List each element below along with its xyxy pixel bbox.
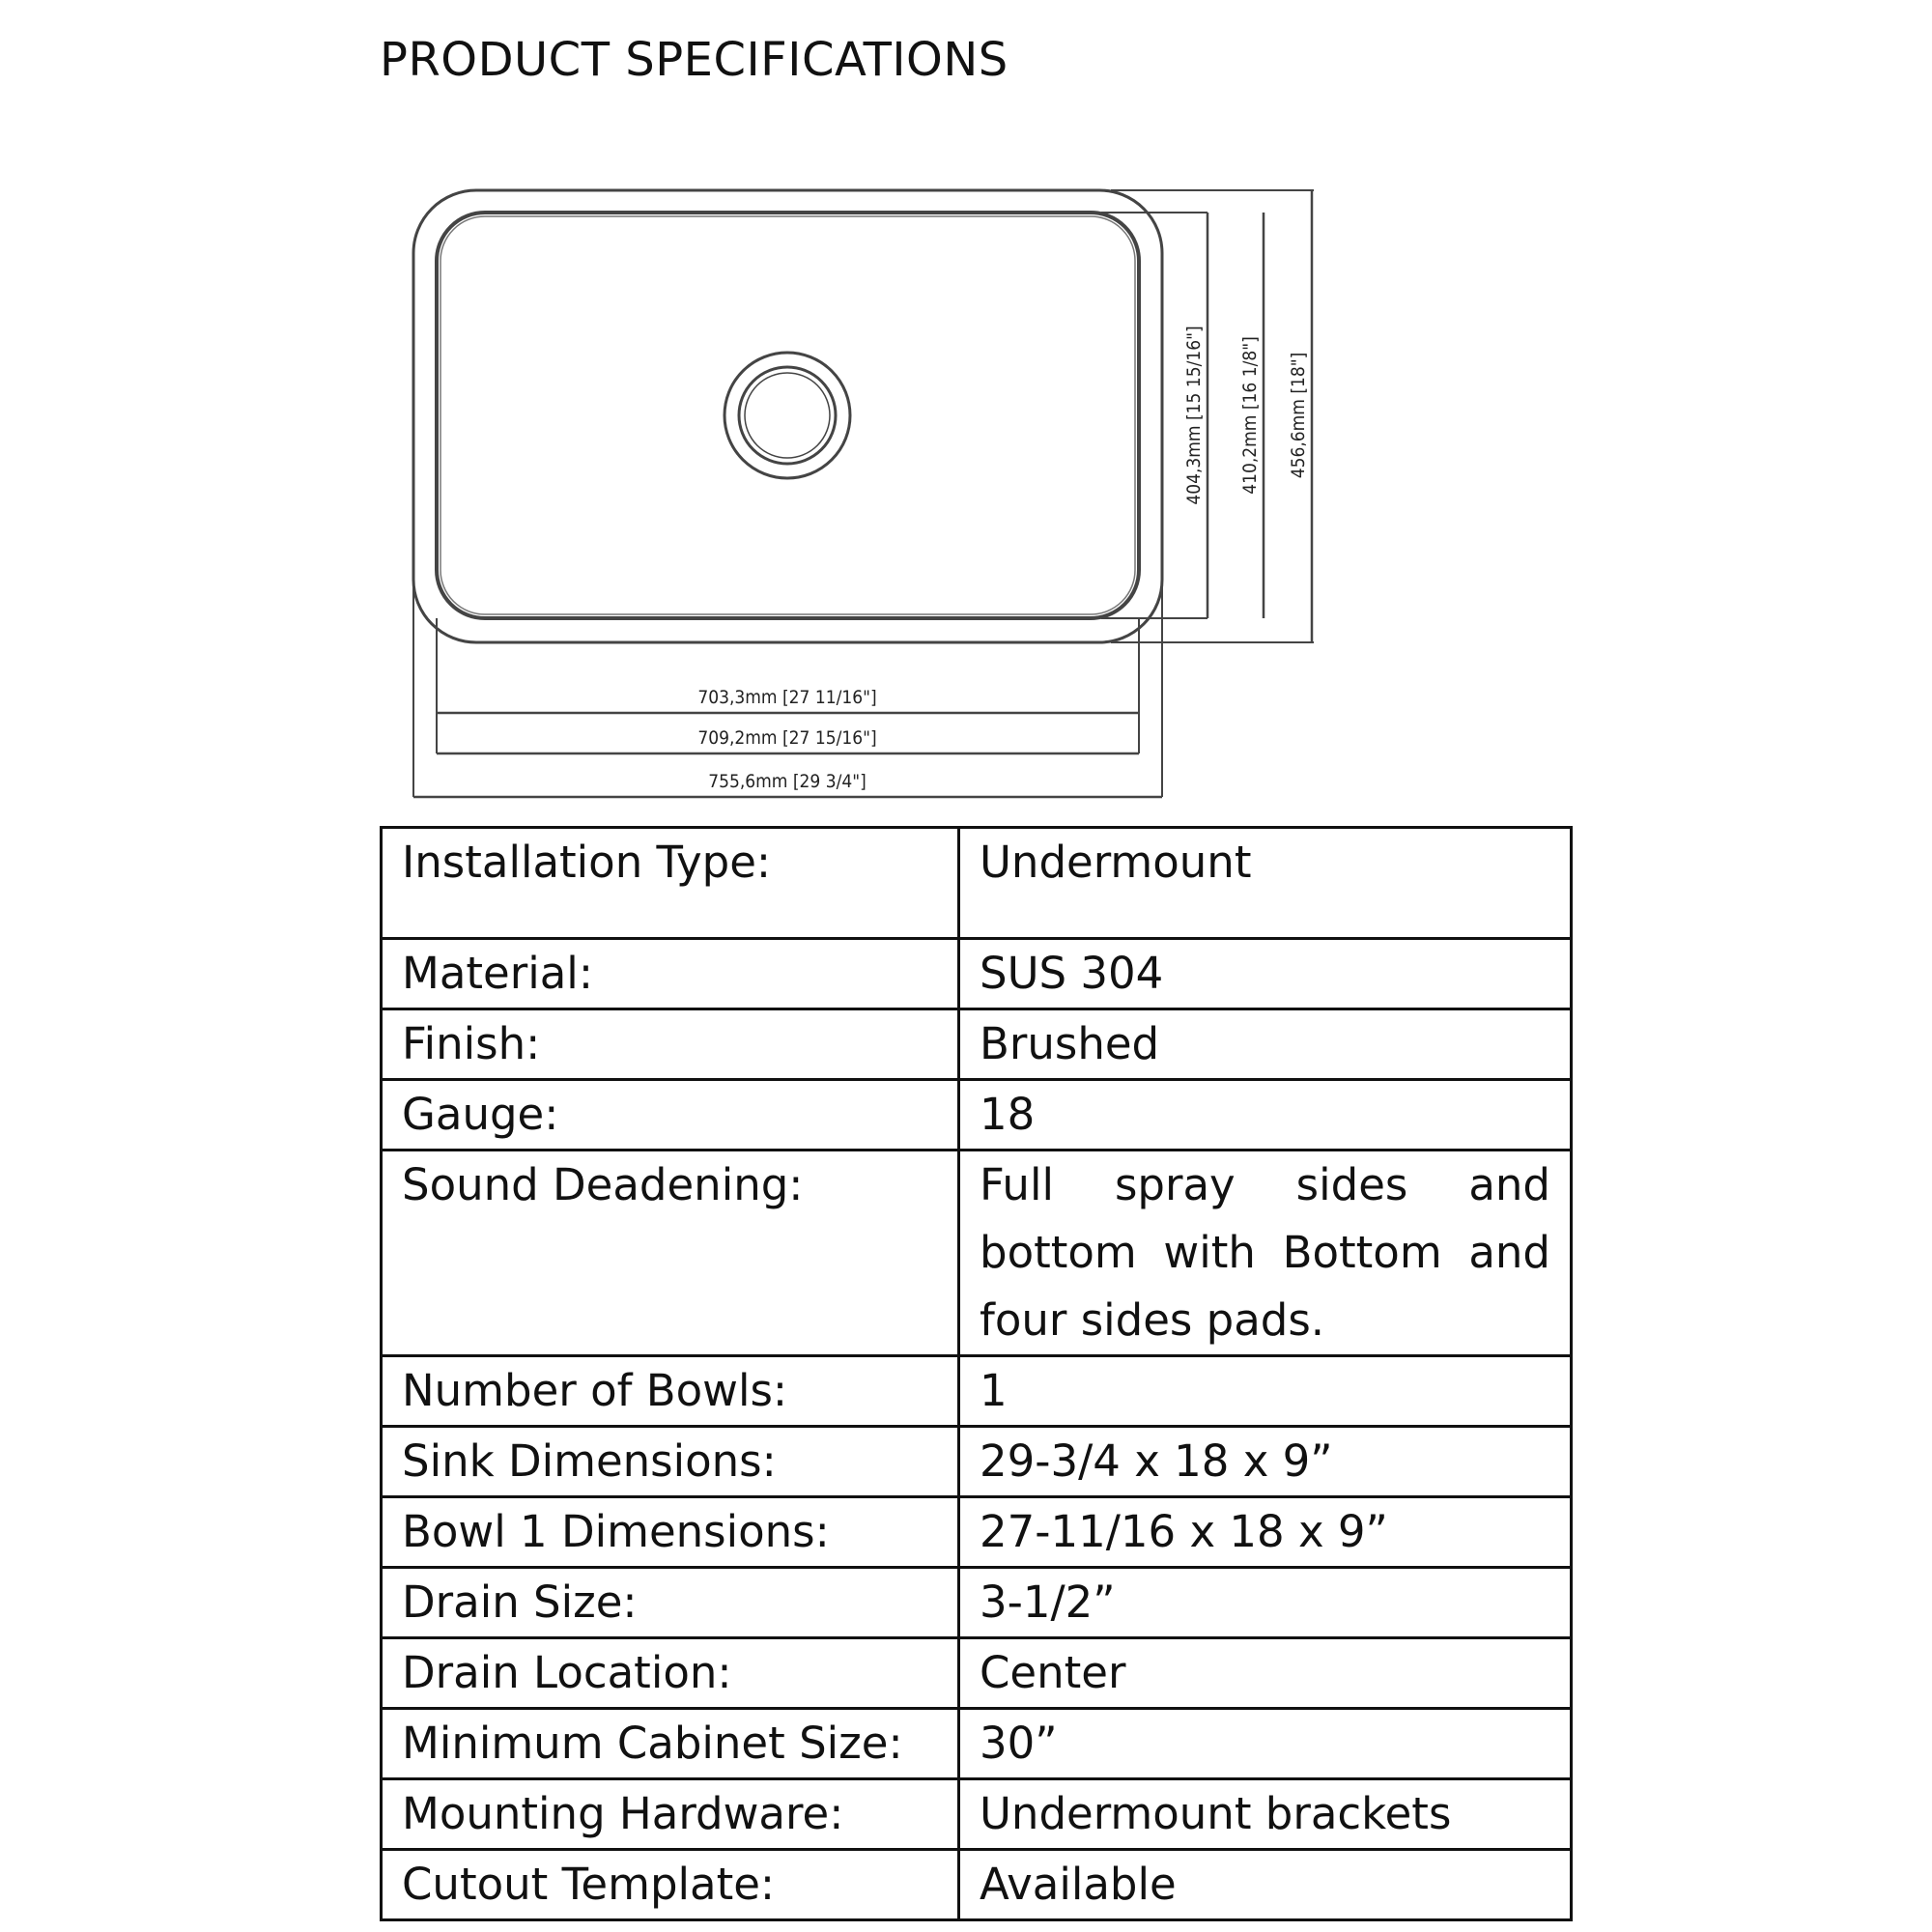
table-row	[382, 939, 1572, 1009]
spec-value: Available	[959, 1850, 1572, 1920]
spec-value: 30”	[959, 1709, 1572, 1779]
table-row	[382, 828, 1572, 939]
table-row	[382, 1850, 1572, 1920]
spec-value: Center	[959, 1638, 1572, 1709]
spec-label: Sound Deadening:	[382, 1151, 959, 1356]
spec-label: Sink Dimensions:	[382, 1427, 959, 1497]
depth-inner-label: 404,3mm [15 15/16"]	[1183, 326, 1205, 505]
table-row	[382, 1356, 1572, 1427]
width-inner-label: 703,3mm [27 11/16"]	[697, 687, 877, 708]
table-row	[382, 1151, 1572, 1356]
sink-outer-outline	[413, 190, 1162, 642]
spec-label: Finish:	[382, 1009, 959, 1080]
page-title: PRODUCT SPECIFICATIONS	[380, 33, 1009, 87]
spec-label: Gauge:	[382, 1080, 959, 1151]
spec-value: 29-3/4 x 18 x 9”	[959, 1427, 1572, 1497]
table-row	[382, 1427, 1572, 1497]
width-outer-label: 755,6mm [29 3/4"]	[708, 771, 867, 792]
spec-value: 27-11/16 x 18 x 9”	[959, 1497, 1572, 1568]
drain-inner-circle	[739, 367, 836, 464]
table-row	[382, 1009, 1572, 1080]
table-row	[382, 1638, 1572, 1709]
spec-label: Installation Type:	[382, 828, 959, 939]
spec-value: Undermount	[959, 828, 1572, 939]
spec-label: Material:	[382, 939, 959, 1009]
sink-diagram	[0, 0, 1932, 821]
table-row	[382, 1779, 1572, 1850]
spec-label: Drain Size:	[382, 1568, 959, 1638]
table-row	[382, 1497, 1572, 1568]
spec-label: Number of Bowls:	[382, 1356, 959, 1427]
spec-label: Cutout Template:	[382, 1850, 959, 1920]
spec-value: 1	[959, 1356, 1572, 1427]
spec-label: Mounting Hardware:	[382, 1779, 959, 1850]
spec-label: Drain Location:	[382, 1638, 959, 1709]
spec-label: Bowl 1 Dimensions:	[382, 1497, 959, 1568]
spec-value: SUS 304	[959, 939, 1572, 1009]
table-row	[382, 1709, 1572, 1779]
drain-outer-circle	[724, 353, 850, 478]
depth-outer-label: 456,6mm [18"]	[1288, 352, 1309, 479]
width-mid-label: 709,2mm [27 15/16"]	[697, 727, 877, 749]
spec-value: Brushed	[959, 1009, 1572, 1080]
spec-value: Full spray sides and bottom with Bottom and four sides pads.	[959, 1151, 1572, 1356]
sink-bowl-outline	[437, 213, 1139, 618]
table-row	[382, 1080, 1572, 1151]
spec-value: 3-1/2”	[959, 1568, 1572, 1638]
spec-label: Minimum Cabinet Size:	[382, 1709, 959, 1779]
depth-mid-label: 410,2mm [16 1/8"]	[1239, 336, 1261, 495]
spec-value: Undermount brackets	[959, 1779, 1572, 1850]
table-row	[382, 1568, 1572, 1638]
spec-value: 18	[959, 1080, 1572, 1151]
spec-table	[380, 826, 1573, 1921]
